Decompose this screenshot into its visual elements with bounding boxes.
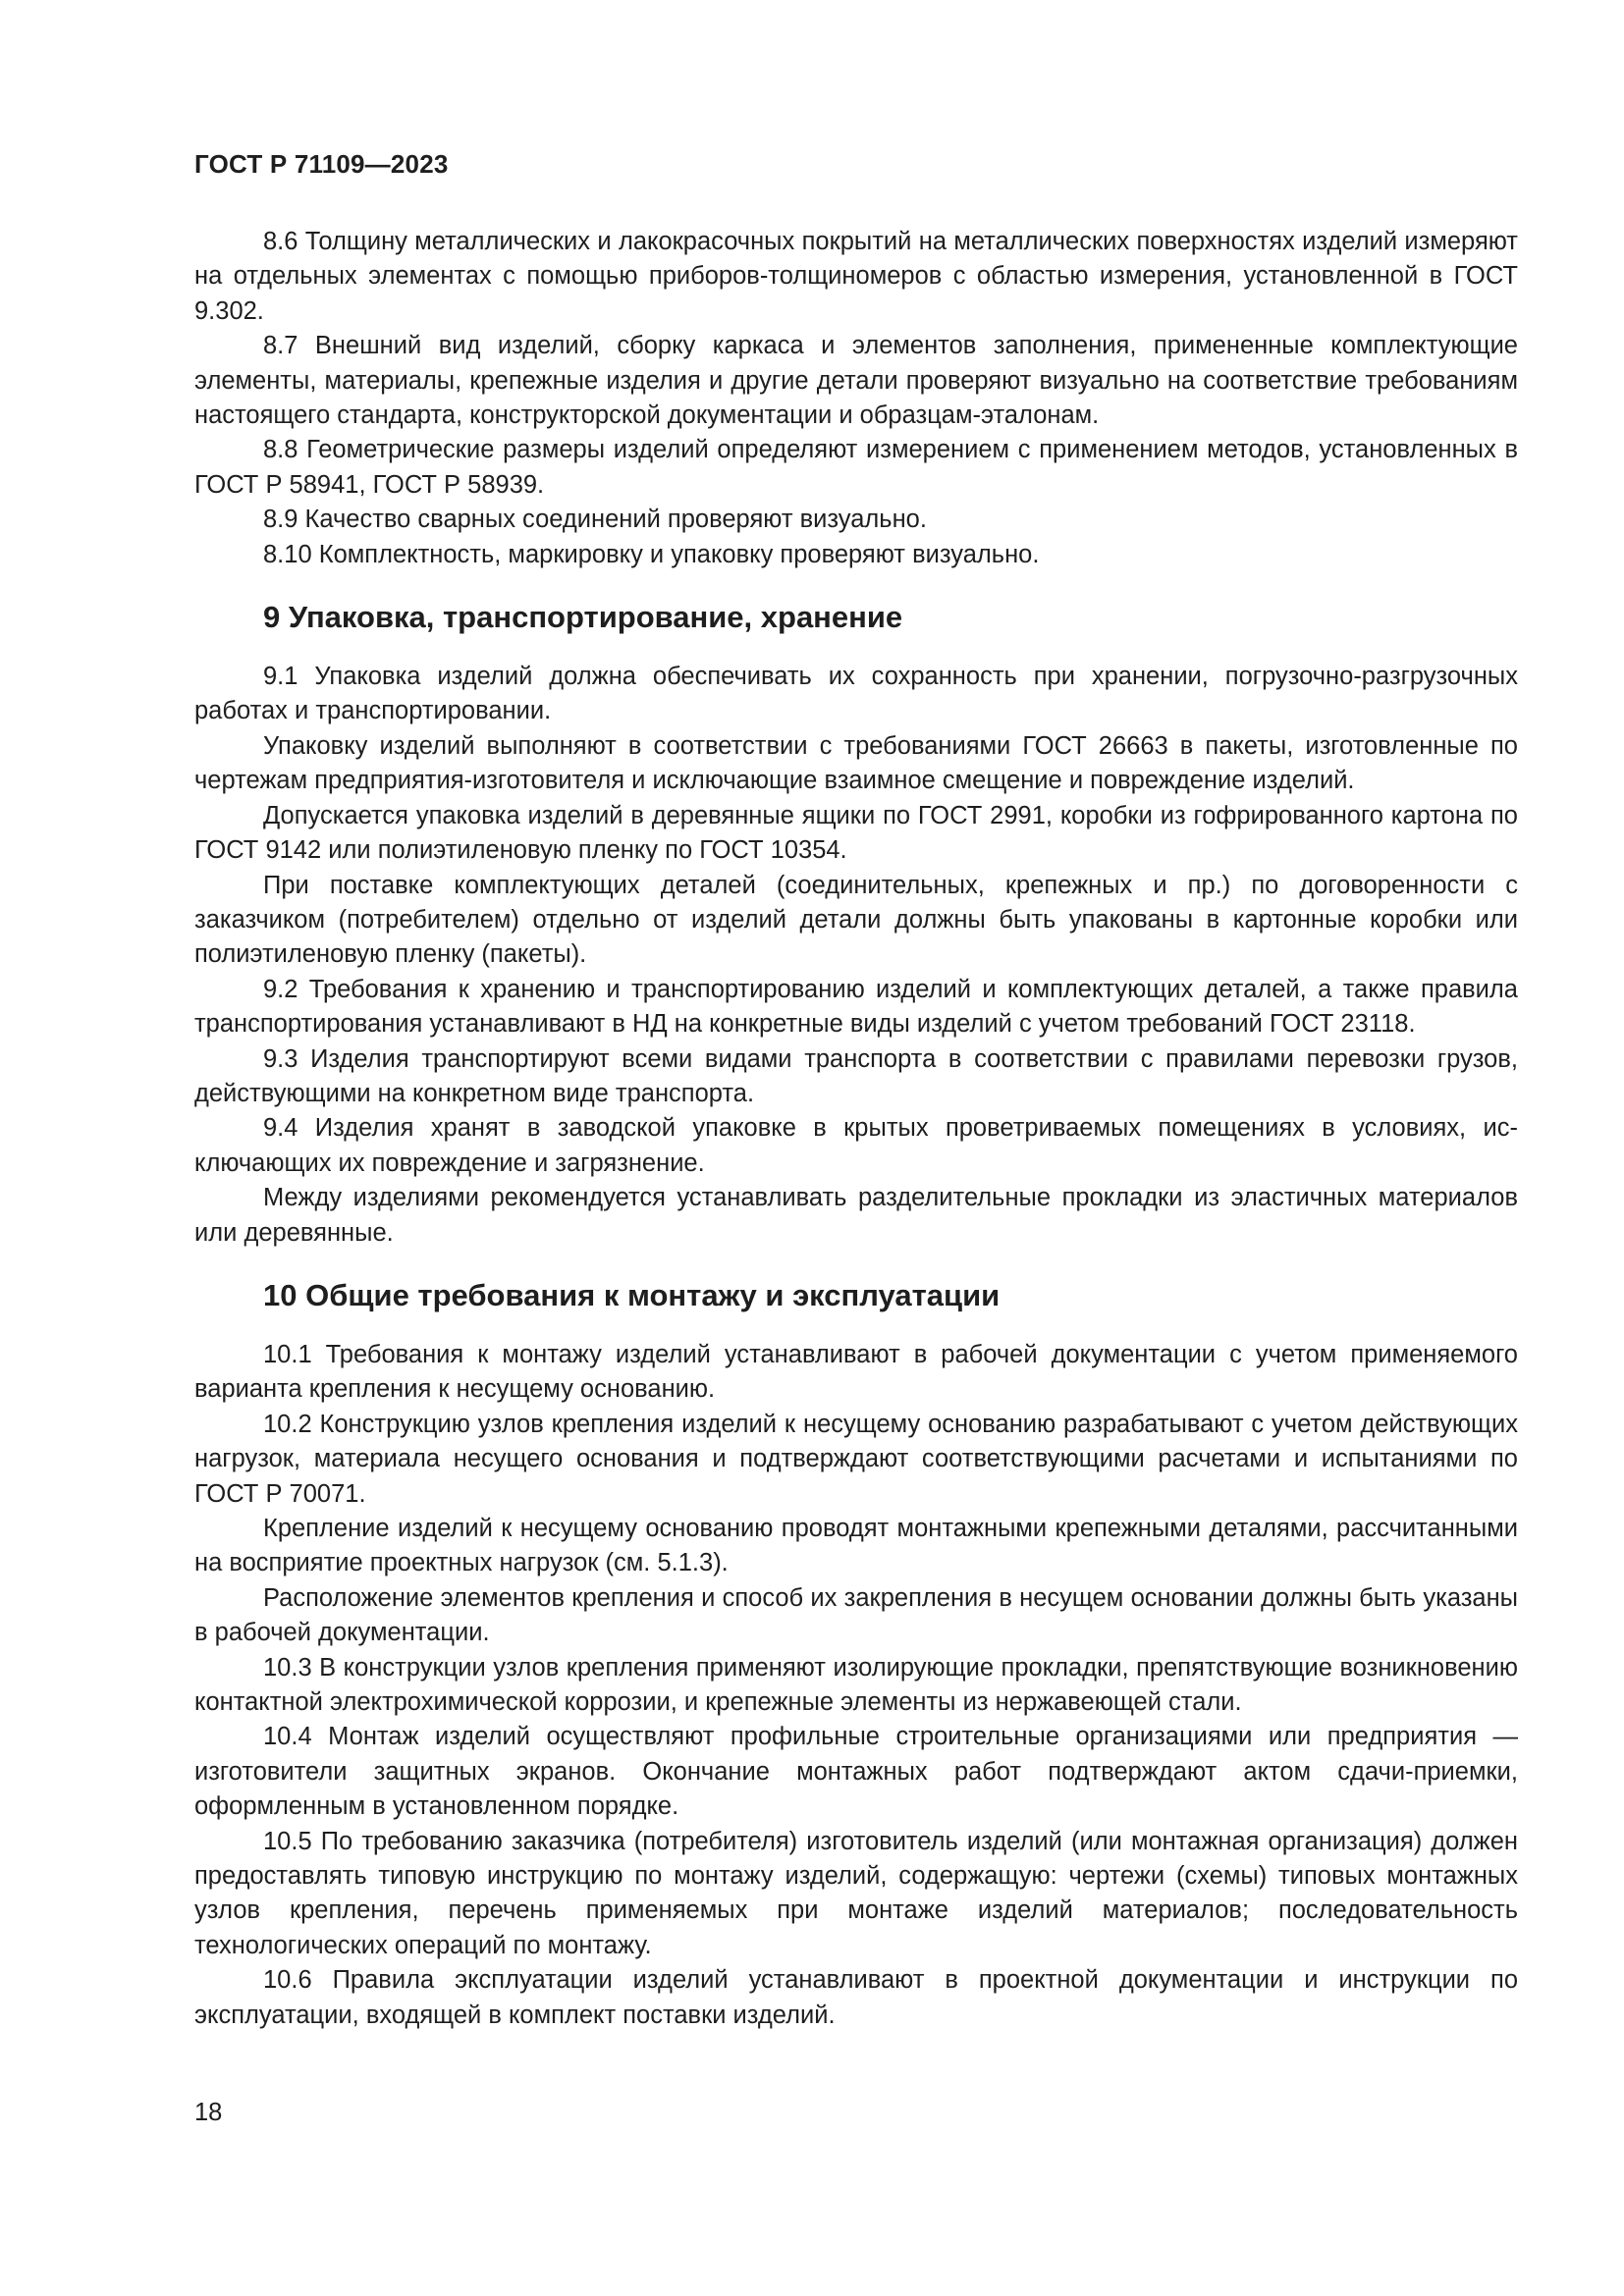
paragraph-10-4: 10.4 Монтаж изделий осуществляют профильные строительные организациями или предприятия — изготовители защитных экранов. Окончание монтажных работ подтверждают актом сдачи-приемки, оформленным в установленном порядке. <box>194 1723 1518 1821</box>
paragraph-packing-gost: Упаковку изделий выполняют в соответствии с требованиями ГОСТ 26663 в пакеты, изготовленные по чертежам предприятия-изготовителя и исключающие взаимное смещение и повреждение изделий. <box>194 731 1518 795</box>
paragraph-10-3: 10.3 В конструкции узлов крепления применяют изолирующие прокладки, препятствующие возникновению контактной электрохимической коррозии, и крепежные элементы из нержавеющей стали. <box>194 1653 1518 1717</box>
paragraph-components-delivery: При поставке комплектующих деталей (соединительных, крепежных и пр.) по договоренности с заказчиком (потребителем) отдельно от изделий детали должны быть упакованы в картонные коробки или полиэтиленовую пленку (пакеты). <box>194 871 1518 969</box>
paragraph-9-4: 9.4 Изделия хранят в заводской упаковке в крытых проветриваемых помещениях в условиях, исключающих их повреждение и загрязнение. <box>194 1114 1518 1177</box>
section-heading-9: 9 Упаковка, транспортирование, хранение <box>263 600 903 635</box>
paragraph-8-9: 8.9 Качество сварных соединений проверяют визуально. <box>263 506 927 534</box>
paragraph-separators: Между изделиями рекомендуется устанавливать разделительные прокладки из эластичных материалов или деревянные. <box>194 1184 1518 1247</box>
paragraph-10-2: 10.2 Конструкцию узлов крепления изделий к несущему основанию разрабатывают с учетом действующих нагрузок, материала несущего основания и подтверждают соответствующими расчетами и испытаниями по ГОСТ Р 70071. <box>194 1410 1518 1508</box>
paragraph-8-10: 8.10 Комплектность, маркировку и упаковку проверяют визуально. <box>263 540 1040 568</box>
section-heading-10: 10 Общие требования к монтажу и эксплуатации <box>263 1277 1001 1312</box>
paragraph-8-6: 8.6 Толщину металлических и лакокрасочных покрытий на металлических поверхностях изделий измеряют на отдельных элементах с помощью приборов-толщиномеров с областью измерения, установленной в ГОСТ 9.302. <box>194 228 1518 325</box>
paragraph-10-5: 10.5 По требованию заказчика (потребителя) изготовитель изделий (или монтажная организация) должен предоставлять типовую инструкцию по монтажу изделий, содержащую: чертежи (схемы) типовых монтажных узлов крепления, перечень применяемых при монтаже изделий материалов; последовательность технологических операций по монтажу. <box>194 1827 1518 1959</box>
page-number: 18 <box>194 2099 223 2126</box>
document-body <box>194 225 1518 2033</box>
paragraph-8-7: 8.7 Внешний вид изделий, сборку каркаса и элементов заполнения, примененные комплектующие элементы, материалы, крепежные изделия и другие детали проверяют визуально на соответствие требованиям настоящего стандарта, конструкторской документации и образцам-эталонам. <box>194 332 1518 430</box>
paragraph-9-3: 9.3 Изделия транспортируют всеми видами транспорта в соответствии с правилами перевозки грузов, действующими на конкретном виде транспорта. <box>194 1044 1518 1107</box>
paragraph-fastening-location: Расположение элементов крепления и способ их закрепления в несущем основании должны быть указаны в рабочей документации. <box>194 1583 1518 1647</box>
paragraph-10-1: 10.1 Требования к монтажу изделий устанавливают в рабочей документации с учетом применяемого варианта крепления к несущему основанию. <box>194 1340 1518 1404</box>
paragraph-9-2: 9.2 Требования к хранению и транспортированию изделий и комплектующих деталей, а также правила транспортирования устанавливают в НД на конкретные виды изделий с учетом требований ГОСТ 23118. <box>194 975 1518 1039</box>
document-code-header: ГОСТ Р 71109—2023 <box>194 149 449 179</box>
paragraph-fastening: Крепление изделий к несущему основанию проводят монтажными крепежными деталями, рассчитанными на восприятие проектных нагрузок (см. 5.1.3). <box>194 1515 1518 1577</box>
paragraph-packing-boxes: Допускается упаковка изделий в деревянные ящики по ГОСТ 2991, коробки из гофрированного картона по ГОСТ 9142 или полиэтиленовую пленку по ГОСТ 10354. <box>194 801 1518 865</box>
paragraph-9-1: 9.1 Упаковка изделий должна обеспечивать их сохранность при хранении, погрузочно-разгрузочных работах и транспортировании. <box>194 663 1518 725</box>
paragraph-10-6: 10.6 Правила эксплуатации изделий устанавливают в проектной документации и инструкции по эксплуатации, входящей в комплект поставки изделий. <box>194 1966 1518 2029</box>
paragraph-8-8: 8.8 Геометрические размеры изделий определяют измерением с применением методов, установленных в ГОСТ Р 58941, ГОСТ Р 58939. <box>194 436 1518 499</box>
